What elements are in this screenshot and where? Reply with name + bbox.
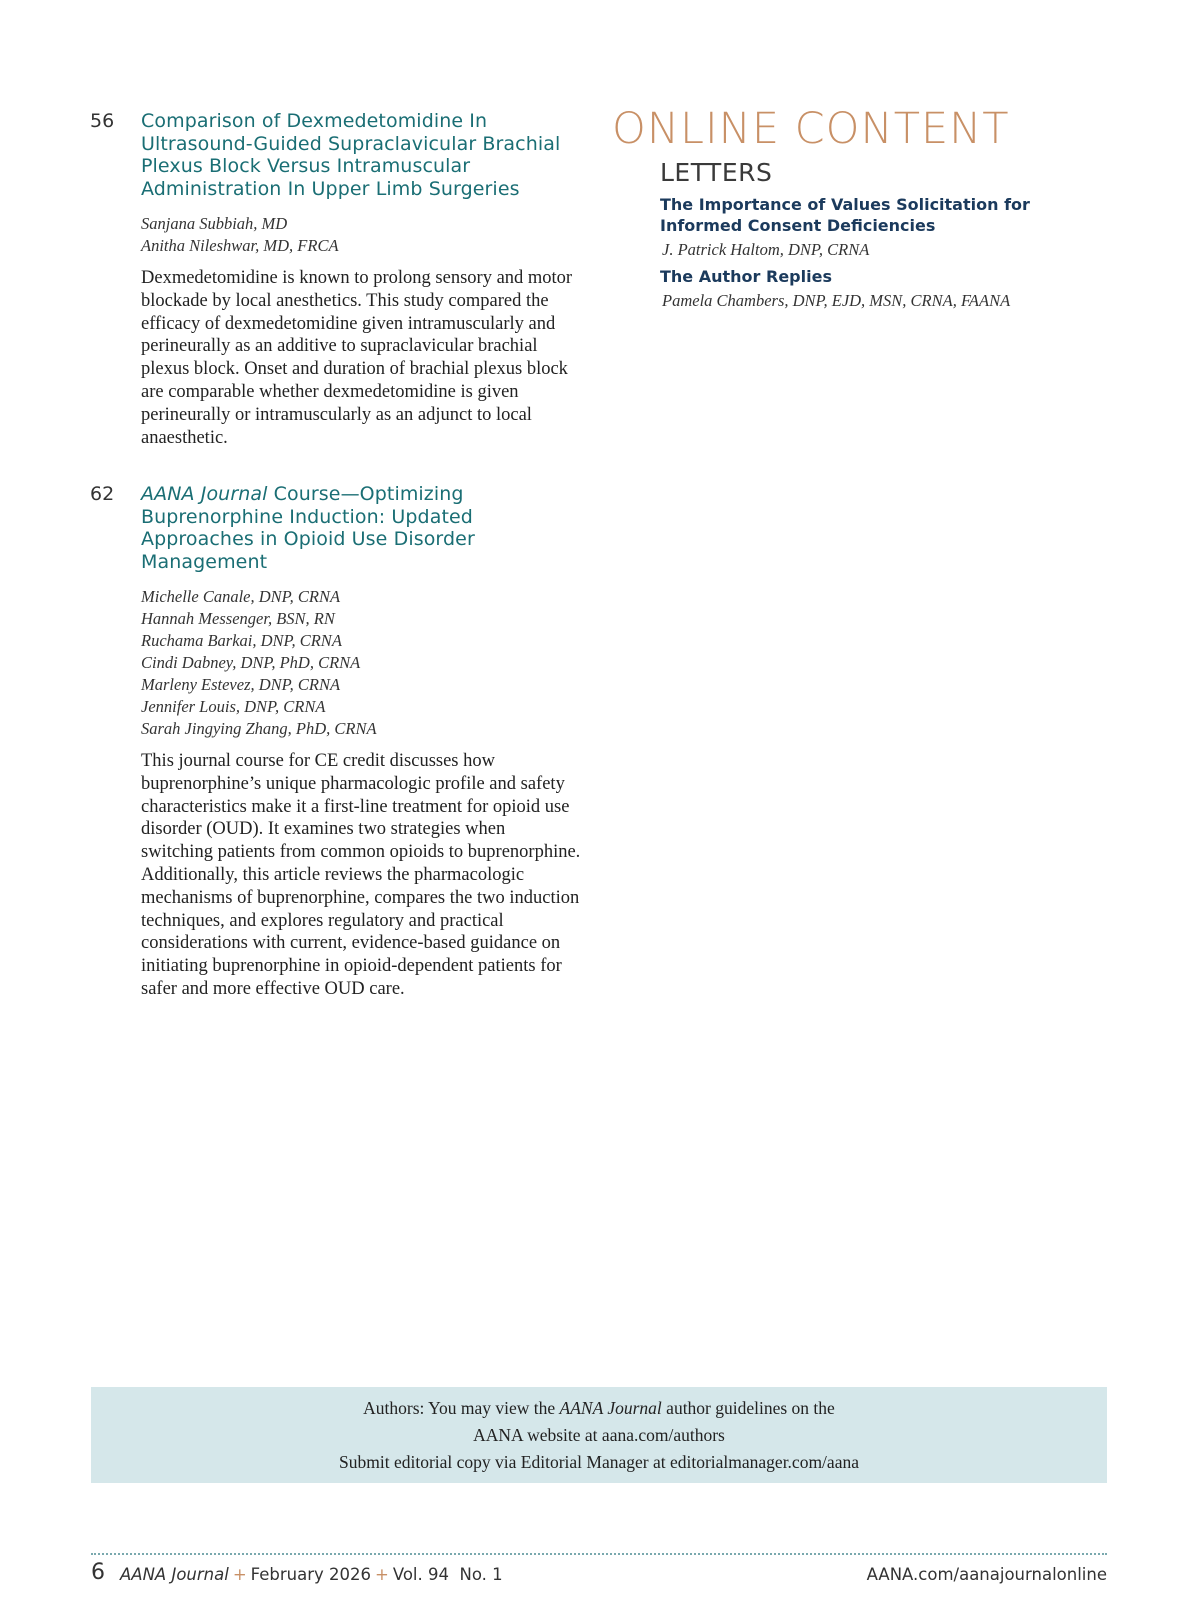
article-abstract: Dexmedetomidine is known to prolong sensory and motor blockade by local anesthetics. This study compared the efficacy of dexmedetomidine given intramuscularly and perineurally as an additive to supraclavicular brachial plexus block. Onset and duration of brachial plexus block are comparable whether dexmedetomidine is given perineurally or intramuscularly as an adjunct to local anaesthetic. — [141, 268, 573, 448]
article-title[interactable] — [141, 483, 571, 573]
page-footer — [91, 1560, 1107, 1590]
letter-title[interactable]: The Importance of Values Solicitation for Informed Consent Deficiencies — [660, 195, 1030, 235]
volume: Vol. 94 — [392, 1565, 449, 1584]
article-abstract: This journal course for CE credit discusses how buprenorphine’s unique pharmacologic profile and safety characteristics make it a first-line treatment for opioid use disorder (OUD). It examines two strategies when switching patients from common opioids to buprenorphine. Additionally, this article reviews the pharmacologic mechanisms of buprenorphine, compares the two induction techniques, and explores regulatory and practical considerations with current, evidence-based guidance on initiating buprenorphine in opioid-dependent patients for safer and more effective OUD care. — [141, 751, 581, 999]
author: Marleny Estevez, DNP, CRNA — [141, 675, 341, 694]
guidelines-line — [91, 1395, 1107, 1422]
guidelines-text: Authors: You may view the — [363, 1398, 560, 1418]
guidelines-text: author guidelines on the — [661, 1398, 835, 1418]
author: Sanjana Subbiah, MD — [141, 214, 288, 233]
guidelines-website-line[interactable]: AANA website at aana.com/authors — [473, 1425, 725, 1445]
author-guidelines-box — [91, 1387, 1107, 1483]
plus-separator-icon: + — [375, 1565, 389, 1584]
author: Ruchama Barkai, DNP, CRNA — [141, 631, 342, 650]
page-folio: 6 — [91, 1560, 105, 1585]
journal-website-link[interactable]: AANA.com/aanajournalonline — [866, 1565, 1107, 1584]
letter-author: Pamela Chambers, DNP, EJD, MSN, CRNA, FAANA — [662, 291, 1011, 310]
article-title-text: Comparison of Dexmedetomidine In Ultrasound-Guided Supraclavicular Brachial Plexus Block Versus Intramuscular Administration In Upper Limb Surgeries — [141, 110, 561, 200]
author: Anitha Nileshwar, MD, FRCA — [141, 236, 339, 255]
letter-item — [660, 266, 1110, 312]
journal-name: AANA Journal — [559, 1398, 662, 1418]
journal-name: AANA Journal — [120, 1565, 229, 1584]
submission-line[interactable]: Submit editorial copy via Editorial Manager at editorialmanager.com/aana — [339, 1452, 859, 1472]
author: Jennifer Louis, DNP, CRNA — [141, 697, 326, 716]
author-list — [141, 213, 590, 257]
online-content-heading: ONLINE CONTENT — [612, 104, 1010, 154]
letter-author: J. Patrick Haltom, DNP, CRNA — [662, 240, 870, 259]
journal-name: AANA Journal — [141, 483, 268, 505]
issue-info — [120, 1565, 503, 1584]
article-page-number: 56 — [90, 110, 115, 132]
issue-date: February 2026 — [250, 1565, 371, 1584]
letter-item — [660, 194, 1110, 261]
author: Hannah Messenger, BSN, RN — [141, 609, 335, 628]
author-list — [141, 586, 590, 740]
article-56 — [90, 110, 590, 449]
footer-divider — [91, 1553, 1107, 1555]
author: Sarah Jingying Zhang, PhD, CRNA — [141, 719, 377, 738]
letters-section-heading: LETTERS — [660, 158, 773, 187]
author: Michelle Canale, DNP, CRNA — [141, 587, 341, 606]
letter-title[interactable]: The Author Replies — [660, 267, 832, 286]
author: Cindi Dabney, DNP, PhD, CRNA — [141, 653, 361, 672]
plus-separator-icon: + — [232, 1565, 247, 1584]
issue-number: No. 1 — [459, 1565, 503, 1584]
article-62 — [90, 483, 590, 1001]
article-title-text: Course—Optimizing Buprenorphine Induction: Updated Approaches in Opioid Use Disorder Management — [141, 483, 475, 573]
article-page-number: 62 — [90, 483, 115, 505]
article-title[interactable] — [141, 110, 571, 200]
